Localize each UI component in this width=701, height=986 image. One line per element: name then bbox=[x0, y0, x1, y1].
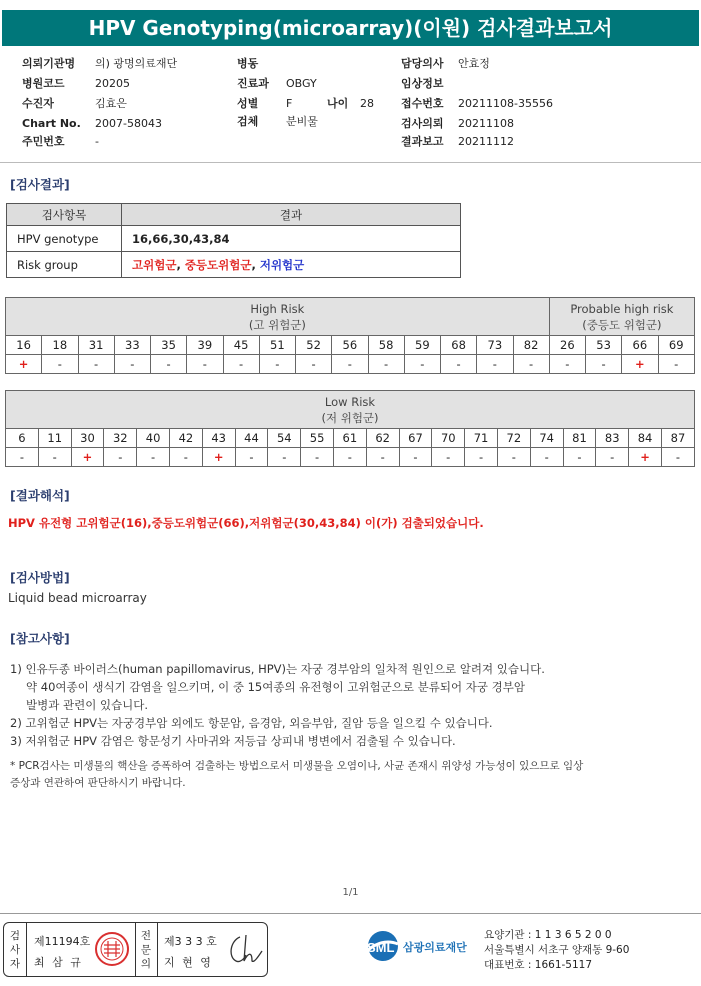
low-result-cell: - bbox=[6, 448, 39, 467]
high-result-cell: - bbox=[441, 355, 477, 374]
risk-sep: , bbox=[176, 257, 185, 272]
high-result-cell: - bbox=[223, 355, 259, 374]
low-result-cell: - bbox=[235, 448, 268, 467]
risk-low: 저위험군 bbox=[259, 257, 305, 272]
low-type-cell: 74 bbox=[530, 429, 563, 448]
low-result-cell: - bbox=[104, 448, 137, 467]
reviewer-no: 제3 3 3 호 bbox=[164, 935, 217, 948]
risk-value bbox=[122, 252, 461, 278]
high-result-cell: - bbox=[513, 355, 549, 374]
dept-value: OBGY bbox=[286, 77, 317, 90]
org-name: 삼광의료재단 bbox=[403, 941, 467, 954]
low-result-cell: + bbox=[71, 448, 104, 467]
org-code: 요양기관 : 1 1 3 6 5 2 0 0 bbox=[484, 929, 612, 941]
low-result-cell: - bbox=[596, 448, 629, 467]
reviewer-name: 지 현 영 bbox=[164, 956, 213, 969]
report-title: HPV Genotyping(microarray)(이원) 검사결과보고서 bbox=[2, 10, 699, 46]
high-type-cell: 73 bbox=[477, 336, 513, 355]
high-risk-header bbox=[6, 298, 550, 336]
high-type-cell: 52 bbox=[296, 336, 332, 355]
report-value: 20211112 bbox=[458, 135, 514, 148]
org-phone: 대표번호 : 1661-5117 bbox=[484, 959, 593, 971]
low-result-cell: - bbox=[137, 448, 170, 467]
low-result-cell: - bbox=[661, 448, 694, 467]
dept-label: 진료과 bbox=[237, 77, 269, 90]
divider bbox=[0, 162, 701, 163]
notes-list bbox=[10, 660, 545, 750]
genotype-value: 16,66,30,43,84 bbox=[122, 226, 461, 252]
high-type-cell: 35 bbox=[151, 336, 187, 355]
hospital-code-value: 20205 bbox=[95, 77, 130, 90]
high-type-cell: 33 bbox=[114, 336, 150, 355]
low-type-cell: 40 bbox=[137, 429, 170, 448]
high-type-cell: 53 bbox=[586, 336, 622, 355]
high-result-cell: - bbox=[42, 355, 78, 374]
low-type-cell: 84 bbox=[629, 429, 662, 448]
high-result-cell: + bbox=[6, 355, 42, 374]
reviewer-signature bbox=[226, 931, 266, 967]
footer-divider bbox=[0, 913, 701, 914]
low-type-cell: 43 bbox=[202, 429, 235, 448]
low-type-cell: 11 bbox=[38, 429, 71, 448]
request-value: 20211108 bbox=[458, 117, 514, 130]
section-interpretation: [결과해석] bbox=[10, 488, 70, 503]
high-result-cell: - bbox=[259, 355, 295, 374]
high-type-cell: 18 bbox=[42, 336, 78, 355]
low-type-cell: 67 bbox=[399, 429, 432, 448]
examinee-value: 김효은 bbox=[95, 97, 127, 110]
result-table bbox=[6, 203, 461, 278]
high-result-cell: - bbox=[477, 355, 513, 374]
age-value: 28 bbox=[360, 97, 374, 110]
high-result-cell: - bbox=[658, 355, 695, 374]
low-risk-table bbox=[5, 390, 695, 467]
low-type-cell: 61 bbox=[333, 429, 366, 448]
note-line: 발병과 관련이 있습니다. bbox=[26, 698, 149, 712]
high-type-cell: 16 bbox=[6, 336, 42, 355]
high-type-cell: 59 bbox=[404, 336, 440, 355]
low-result-cell: - bbox=[301, 448, 334, 467]
pcr-footnote bbox=[10, 758, 690, 792]
low-result-cell: - bbox=[366, 448, 399, 467]
chart-no-value: 2007-58043 bbox=[95, 117, 162, 130]
high-risk-table bbox=[5, 297, 695, 374]
genotype-label: HPV genotype bbox=[7, 226, 122, 252]
col-header-result: 결과 bbox=[122, 204, 461, 226]
clinical-label: 임상정보 bbox=[401, 77, 444, 90]
low-result-cell: - bbox=[530, 448, 563, 467]
footnote-line-2: 증상과 연관하여 판단하시기 바랍니다. bbox=[10, 777, 186, 789]
risk-label: Risk group bbox=[7, 252, 122, 278]
reception-value: 20211108-35556 bbox=[458, 97, 553, 110]
low-result-cell: - bbox=[399, 448, 432, 467]
examiner-label: 검사자 bbox=[9, 930, 21, 970]
low-result-cell: - bbox=[563, 448, 596, 467]
low-type-cell: 83 bbox=[596, 429, 629, 448]
low-type-cell: 71 bbox=[465, 429, 498, 448]
examiner-name: 최 삼 규 bbox=[34, 956, 83, 969]
institution-value: 의) 광명의료재단 bbox=[95, 57, 178, 70]
note-line: 2) 고위험군 HPV는 자궁경부암 외에도 항문암, 음경암, 외음부암, 질암 등을 일으킬 수 있습니다. bbox=[10, 716, 493, 730]
high-type-cell: 51 bbox=[259, 336, 295, 355]
specimen-value: 분비물 bbox=[286, 115, 318, 128]
resident-no-value: - bbox=[95, 135, 99, 148]
risk-mid: 중등도위험군 bbox=[184, 257, 252, 272]
high-type-cell: 45 bbox=[223, 336, 259, 355]
note-line: 3) 저위험군 HPV 감염은 항문성기 사마귀와 저등급 상피내 병변에서 검출될 수 있습니다. bbox=[10, 734, 456, 748]
high-result-cell: - bbox=[549, 355, 585, 374]
org-logo-text: SML bbox=[367, 940, 395, 955]
section-result: [검사결과] bbox=[10, 177, 70, 192]
high-risk-title-kr: (고 위험군) bbox=[248, 317, 306, 332]
reviewer-label: 전문의 bbox=[140, 930, 152, 970]
high-type-cell: 56 bbox=[332, 336, 368, 355]
low-type-cell: 87 bbox=[661, 429, 694, 448]
specimen-label: 검체 bbox=[237, 115, 259, 128]
low-result-cell: - bbox=[169, 448, 202, 467]
low-result-cell: - bbox=[38, 448, 71, 467]
probable-risk-header bbox=[549, 298, 694, 336]
high-risk-title: High Risk bbox=[250, 301, 305, 316]
table-row bbox=[7, 226, 461, 252]
hospital-code-label: 병원코드 bbox=[22, 77, 65, 90]
risk-sep: , bbox=[251, 257, 260, 272]
footnote-line-1: * PCR검사는 미생물의 핵산을 증폭하여 검출하는 방법으로서 미생물을 오염이나, 사균 존재시 위양성 가능성이 있으므로 임상 bbox=[10, 760, 584, 772]
low-type-cell: 6 bbox=[6, 429, 39, 448]
low-type-cell: 55 bbox=[301, 429, 334, 448]
high-type-cell: 69 bbox=[658, 336, 695, 355]
ward-label: 병동 bbox=[237, 57, 259, 70]
low-result-cell: - bbox=[432, 448, 465, 467]
high-result-cell: - bbox=[296, 355, 332, 374]
org-address: 서울특별시 서초구 양재동 9-60 bbox=[484, 944, 630, 956]
high-result-cell: - bbox=[187, 355, 223, 374]
high-type-cell: 68 bbox=[441, 336, 477, 355]
low-type-cell: 44 bbox=[235, 429, 268, 448]
interpretation-text: HPV 유전형 고위험군(16),중등도위험군(66),저위험군(30,43,84) 이(가) 검출되었습니다. bbox=[8, 516, 484, 530]
high-type-cell: 39 bbox=[187, 336, 223, 355]
low-risk-header bbox=[6, 391, 695, 429]
org-info bbox=[484, 928, 629, 973]
high-result-cell: - bbox=[114, 355, 150, 374]
method-text: Liquid bead microarray bbox=[8, 591, 147, 605]
request-label: 검사의뢰 bbox=[401, 117, 444, 130]
high-result-cell: - bbox=[151, 355, 187, 374]
high-result-cell: - bbox=[78, 355, 114, 374]
low-result-cell: - bbox=[333, 448, 366, 467]
low-type-cell: 81 bbox=[563, 429, 596, 448]
note-line: 1) 인유두종 바이러스(human papillomavirus, HPV)는 자궁 경부암의 일차적 원인으로 알려져 있습니다. bbox=[10, 662, 545, 676]
high-type-cell: 66 bbox=[622, 336, 658, 355]
doctor-value: 안효정 bbox=[458, 57, 490, 70]
high-result-cell: - bbox=[586, 355, 622, 374]
low-type-cell: 54 bbox=[268, 429, 301, 448]
signature-box bbox=[3, 922, 268, 977]
low-type-cell: 72 bbox=[497, 429, 530, 448]
chart-no-label: Chart No. bbox=[22, 117, 81, 130]
probable-risk-title: Probable high risk bbox=[570, 301, 674, 316]
org-logo bbox=[363, 928, 483, 968]
age-label: 나이 bbox=[327, 97, 349, 110]
examiner-no: 제11194호 bbox=[34, 935, 91, 948]
col-header-item: 검사항목 bbox=[7, 204, 122, 226]
low-type-cell: 42 bbox=[169, 429, 202, 448]
doctor-label: 담당의사 bbox=[401, 57, 444, 70]
table-row bbox=[7, 252, 461, 278]
high-result-cell: - bbox=[404, 355, 440, 374]
section-notes: [참고사항] bbox=[10, 631, 70, 646]
low-type-cell: 62 bbox=[366, 429, 399, 448]
high-result-cell: - bbox=[368, 355, 404, 374]
page-number: 1/1 bbox=[342, 887, 359, 898]
section-method: [검사방법] bbox=[10, 570, 70, 585]
high-type-cell: 26 bbox=[549, 336, 585, 355]
high-result-cell: - bbox=[332, 355, 368, 374]
resident-no-label: 주민번호 bbox=[22, 135, 65, 148]
reception-label: 접수번호 bbox=[401, 97, 444, 110]
report-label: 결과보고 bbox=[401, 135, 444, 148]
sex-label: 성별 bbox=[237, 97, 259, 110]
low-result-cell: + bbox=[629, 448, 662, 467]
risk-high: 고위험군 bbox=[132, 257, 177, 272]
high-result-cell: + bbox=[622, 355, 658, 374]
low-risk-title: Low Risk bbox=[324, 394, 376, 409]
institution-label: 의뢰기관명 bbox=[22, 57, 76, 70]
high-type-cell: 31 bbox=[78, 336, 114, 355]
probable-risk-title-kr: (중등도 위험군) bbox=[582, 317, 662, 332]
low-type-cell: 70 bbox=[432, 429, 465, 448]
low-risk-title-kr: (저 위험군) bbox=[321, 410, 379, 425]
low-type-cell: 30 bbox=[71, 429, 104, 448]
examinee-label: 수진자 bbox=[22, 97, 54, 110]
low-result-cell: + bbox=[202, 448, 235, 467]
high-type-cell: 58 bbox=[368, 336, 404, 355]
low-result-cell: - bbox=[465, 448, 498, 467]
low-result-cell: - bbox=[268, 448, 301, 467]
examiner-seal bbox=[94, 931, 130, 967]
sex-value: F bbox=[286, 97, 293, 110]
note-line: 약 40여종이 생식기 감염을 일으키며, 이 중 15여종의 유전형이 고위험군으로 분류되어 자궁 경부암 bbox=[26, 680, 525, 694]
low-result-cell: - bbox=[497, 448, 530, 467]
low-type-cell: 32 bbox=[104, 429, 137, 448]
high-type-cell: 82 bbox=[513, 336, 549, 355]
